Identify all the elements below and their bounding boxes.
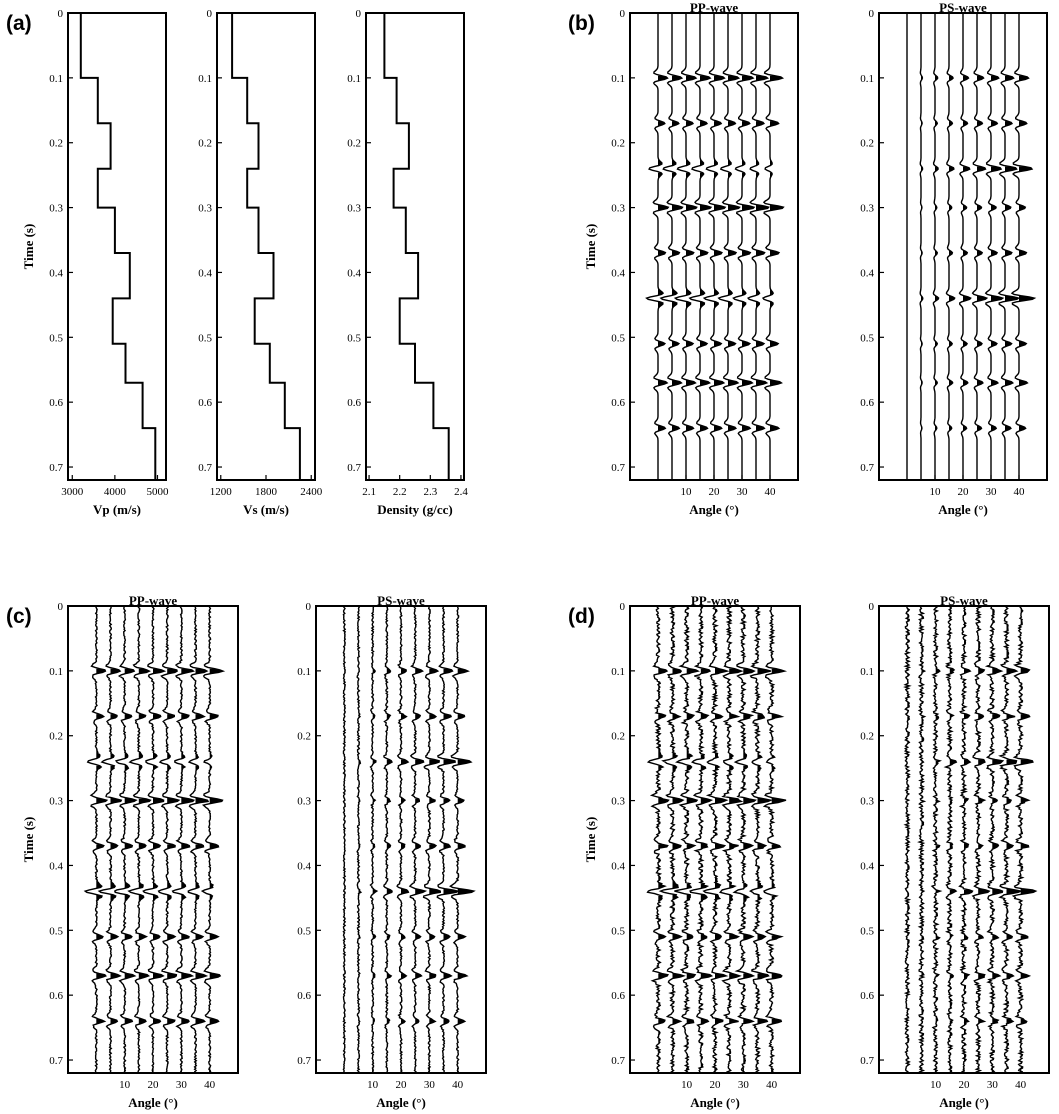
chart-1 — [21, 8, 169, 517]
y-tick-label: 0.5 — [611, 332, 625, 345]
seismic-trace — [973, 13, 987, 480]
trace-fill — [210, 606, 223, 1073]
x-tick-label: 20 — [709, 1079, 721, 1091]
chart-2 — [198, 8, 322, 517]
seismic-trace — [357, 606, 361, 1073]
y-tick-label: 0.3 — [860, 795, 874, 808]
x-tick-label: 2.2 — [392, 486, 407, 498]
y-tick-label: 0.1 — [860, 72, 874, 85]
y-tick-label: 0.2 — [347, 137, 361, 150]
panel-label-c: (c) — [6, 605, 32, 628]
y-tick-label: 0.7 — [611, 1055, 625, 1068]
seismic-trace — [704, 13, 725, 480]
y-tick-label: 0.6 — [347, 397, 361, 410]
x-axis-label: Density (g/cc) — [377, 502, 453, 517]
seismic-trace — [748, 13, 769, 480]
y-tick-label: 0.6 — [198, 397, 212, 410]
x-tick-label: 20 — [957, 486, 969, 498]
step-curve — [81, 13, 156, 480]
y-tick-label: 0.4 — [49, 267, 63, 280]
x-axis-label: Angle (°) — [376, 1095, 426, 1110]
seismic-trace — [675, 13, 696, 480]
trace-fill — [444, 606, 458, 1069]
y-tick-label: 0.4 — [198, 267, 212, 280]
y-tick-label: 0.6 — [611, 397, 625, 410]
x-tick-label: 10 — [680, 486, 692, 498]
seismic-trace — [960, 13, 971, 480]
chart-title: PS-wave — [940, 593, 988, 608]
y-tick-label: 0.5 — [860, 332, 874, 345]
x-tick-label: 30 — [736, 486, 748, 498]
plot-frame — [217, 13, 315, 480]
seismic-trace — [933, 13, 938, 480]
y-tick-label: 0.4 — [49, 860, 63, 873]
x-tick-label: 30 — [985, 486, 997, 498]
seismic-trace — [450, 606, 473, 1073]
y-tick-label: 0.3 — [297, 795, 311, 808]
y-tick-label: 0.4 — [347, 267, 361, 280]
x-tick-label: 40 — [1015, 1079, 1027, 1091]
x-tick-label: 40 — [1013, 486, 1025, 498]
x-axis-label: Vp (m/s) — [92, 502, 142, 517]
y-tick-label: 0 — [305, 601, 311, 613]
y-tick-label: 0.5 — [49, 925, 63, 938]
y-tick-label: 0.7 — [347, 462, 361, 475]
y-tick-label: 0.2 — [611, 730, 625, 743]
x-tick-label: 30 — [986, 1079, 998, 1091]
chart-title: PP-wave — [690, 593, 740, 608]
x-tick-label: 20 — [395, 1079, 407, 1091]
seismic-trace — [919, 606, 925, 1073]
y-tick-label: 0 — [206, 8, 212, 20]
y-tick-label: 0.1 — [611, 665, 625, 678]
y-axis-label: Time (s) — [583, 816, 598, 863]
y-tick-label: 0.2 — [860, 730, 874, 743]
y-tick-label: 0.6 — [49, 990, 63, 1003]
y-tick-label: 0.6 — [49, 397, 63, 410]
y-axis-label: Time (s) — [21, 816, 36, 863]
seismic-trace — [764, 606, 786, 1073]
y-tick-label: 0.7 — [198, 462, 212, 475]
x-axis-label: Angle (°) — [690, 1095, 740, 1110]
x-tick-label: 30 — [737, 1079, 749, 1091]
y-tick-label: 0.5 — [347, 332, 361, 345]
step-curve — [232, 13, 300, 480]
seismic-trace — [960, 606, 973, 1073]
seismic-trace — [371, 606, 377, 1073]
seismic-trace — [946, 606, 957, 1073]
x-axis-label: Vs (m/s) — [243, 502, 289, 517]
seismic-trace — [661, 13, 683, 480]
x-tick-label: 10 — [929, 486, 941, 498]
y-tick-label: 0.1 — [611, 72, 625, 85]
y-tick-label: 0.7 — [49, 1055, 63, 1068]
y-tick-label: 0 — [619, 8, 625, 20]
seismic-trace — [1013, 606, 1035, 1073]
y-tick-label: 0.2 — [49, 137, 63, 150]
x-tick-label: 30 — [175, 1079, 187, 1091]
y-tick-label: 0 — [355, 8, 361, 20]
y-tick-label: 0 — [57, 601, 63, 613]
y-tick-label: 0.2 — [49, 730, 63, 743]
chart-title: PP-wave — [128, 593, 178, 608]
seismic-trace — [115, 606, 136, 1073]
y-tick-label: 0.6 — [297, 990, 311, 1003]
trace-fill — [415, 609, 425, 1069]
y-tick-label: 0.6 — [860, 397, 874, 410]
panel-label-b: (b) — [568, 12, 595, 35]
trace-fill — [96, 606, 107, 1069]
y-tick-label: 0.3 — [611, 202, 625, 215]
y-tick-label: 0.5 — [198, 332, 212, 345]
x-tick-label: 10 — [119, 1079, 131, 1091]
seismic-trace — [129, 606, 151, 1073]
y-tick-label: 0.6 — [860, 990, 874, 1003]
trace-fill — [1019, 76, 1034, 432]
y-tick-label: 0.4 — [297, 860, 311, 873]
seismic-trace — [973, 606, 989, 1073]
x-tick-label: 4000 — [103, 486, 126, 498]
y-tick-label: 0.5 — [49, 332, 63, 345]
x-tick-label: 5000 — [146, 486, 169, 498]
chart-title: PP-wave — [689, 0, 739, 15]
x-tick-label: 40 — [204, 1079, 216, 1091]
x-tick-label: 1200 — [209, 486, 232, 498]
x-tick-label: 30 — [423, 1079, 435, 1091]
y-tick-label: 0.3 — [611, 795, 625, 808]
y-tick-label: 0 — [868, 601, 874, 613]
chart-9 — [860, 593, 1049, 1110]
seismic-trace — [987, 606, 1003, 1073]
y-tick-label: 0.7 — [49, 462, 63, 475]
y-axis-label: Time (s) — [583, 223, 598, 270]
trace-fill — [429, 610, 440, 1072]
seismic-trace — [202, 606, 223, 1073]
chart-4 — [583, 0, 798, 517]
y-tick-label: 0.1 — [49, 665, 63, 678]
y-tick-label: 0 — [619, 601, 625, 613]
y-tick-label: 0.7 — [297, 1055, 311, 1068]
y-tick-label: 0.3 — [860, 202, 874, 215]
x-tick-label: 10 — [367, 1079, 379, 1091]
y-tick-label: 0.6 — [611, 990, 625, 1003]
x-tick-label: 40 — [764, 486, 776, 498]
y-tick-label: 0.4 — [611, 860, 625, 873]
y-tick-label: 0.7 — [860, 462, 874, 475]
seismic-trace — [99, 606, 121, 1073]
seismic-trace — [648, 606, 669, 1073]
seismic-trace — [946, 13, 954, 480]
seismic-trace — [647, 13, 669, 480]
y-tick-label: 0.5 — [297, 925, 311, 938]
x-tick-label: 2.1 — [362, 486, 376, 498]
seismic-trace — [424, 606, 441, 1073]
seismic-trace — [763, 13, 783, 480]
y-tick-label: 0 — [868, 8, 874, 20]
x-tick-label: 10 — [930, 1079, 942, 1091]
x-tick-label: 1800 — [255, 486, 277, 498]
y-tick-label: 0.2 — [198, 137, 212, 150]
y-axis-label: Time (s) — [21, 223, 36, 270]
seismic-trace — [343, 606, 345, 1073]
x-tick-label: 2.4 — [454, 486, 468, 498]
y-tick-label: 0.4 — [611, 267, 625, 280]
x-tick-label: 20 — [147, 1079, 159, 1091]
trace-fill — [772, 616, 786, 1068]
chart-3 — [347, 8, 468, 517]
y-tick-label: 0 — [57, 8, 63, 20]
x-tick-label: 3000 — [61, 486, 84, 498]
chart-title: PS-wave — [377, 593, 425, 608]
y-tick-label: 0.3 — [347, 202, 361, 215]
y-tick-label: 0.4 — [860, 860, 874, 873]
seismic-trace — [986, 13, 1003, 480]
y-tick-label: 0.2 — [860, 137, 874, 150]
x-axis-label: Angle (°) — [939, 1095, 989, 1110]
panel-label-a: (a) — [6, 12, 32, 35]
seismic-trace — [85, 606, 107, 1073]
y-tick-label: 0.1 — [347, 72, 361, 85]
y-tick-label: 0.4 — [860, 267, 874, 280]
x-tick-label: 10 — [681, 1079, 693, 1091]
x-tick-label: 2.3 — [423, 486, 438, 498]
seismic-trace — [1012, 13, 1034, 480]
plot-frame — [68, 13, 166, 480]
y-tick-label: 0.3 — [49, 795, 63, 808]
x-tick-label: 40 — [766, 1079, 778, 1091]
seismic-trace — [690, 13, 711, 480]
seismic-trace — [905, 606, 909, 1073]
chart-5 — [860, 0, 1047, 517]
y-tick-label: 0.1 — [49, 72, 63, 85]
trace-fill — [978, 607, 989, 1072]
chart-6 — [21, 593, 238, 1110]
seismic-trace — [932, 606, 940, 1073]
chart-8 — [583, 593, 800, 1110]
seismic-trace — [397, 606, 408, 1073]
y-tick-label: 0.7 — [611, 462, 625, 475]
x-axis-label: Angle (°) — [689, 502, 739, 517]
y-tick-label: 0.7 — [860, 1055, 874, 1068]
x-axis-label: Angle (°) — [128, 1095, 178, 1110]
x-tick-label: 20 — [958, 1079, 970, 1091]
chart-title: PS-wave — [939, 0, 987, 15]
y-tick-label: 0.5 — [611, 925, 625, 938]
x-tick-label: 20 — [708, 486, 720, 498]
seismic-trace — [690, 606, 712, 1073]
trace-fill — [1007, 606, 1022, 1069]
y-tick-label: 0.1 — [297, 665, 311, 678]
seismic-trace — [384, 606, 393, 1073]
y-tick-label: 0.2 — [297, 730, 311, 743]
plot-frame — [366, 13, 464, 480]
y-tick-label: 0.2 — [611, 137, 625, 150]
seismic-trace — [410, 606, 425, 1073]
y-tick-label: 0.3 — [198, 202, 212, 215]
seismic-trace — [188, 606, 208, 1073]
y-tick-label: 0.3 — [49, 202, 63, 215]
trace-fill — [458, 606, 474, 1071]
x-axis-label: Angle (°) — [938, 502, 988, 517]
step-curve — [384, 13, 448, 480]
y-tick-label: 0.5 — [860, 925, 874, 938]
x-tick-label: 40 — [452, 1079, 464, 1091]
y-tick-label: 0.1 — [860, 665, 874, 678]
panel-label-d: (d) — [568, 605, 595, 628]
x-tick-label: 2400 — [300, 486, 323, 498]
y-tick-label: 0.1 — [198, 72, 212, 85]
trace-fill — [992, 610, 1003, 1073]
seismic-trace — [920, 13, 923, 480]
chart-7 — [297, 593, 486, 1110]
